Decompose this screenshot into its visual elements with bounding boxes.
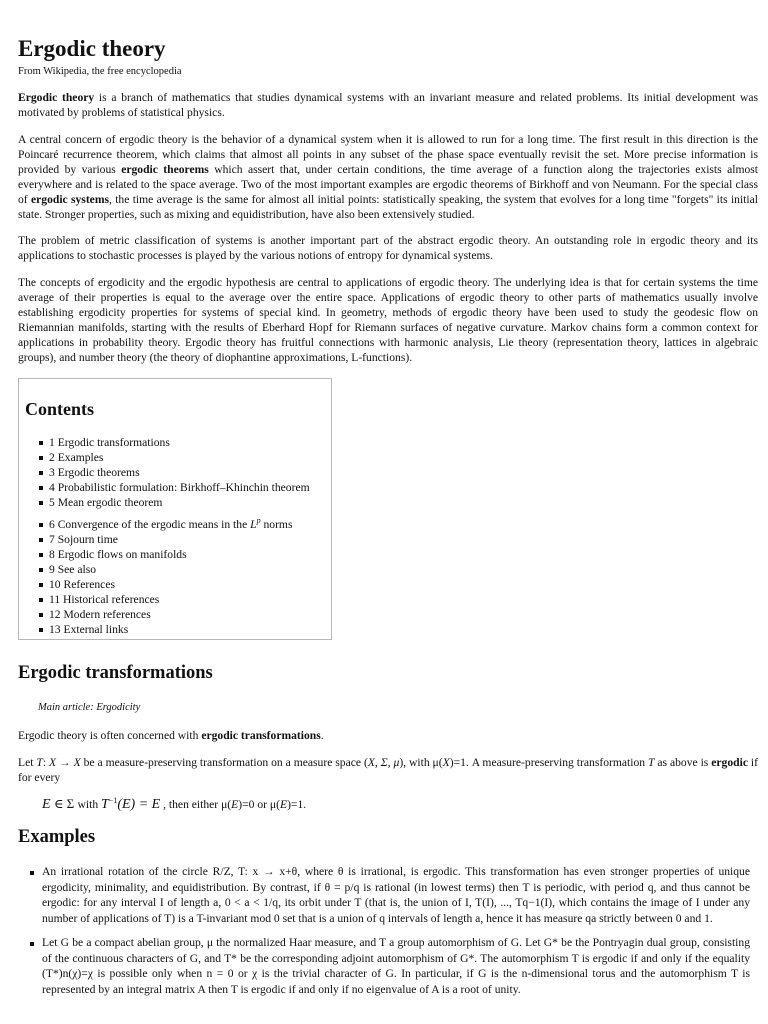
bullet-icon — [39, 583, 43, 587]
bullet-icon — [39, 613, 43, 617]
toc-item[interactable]: 12 Modern references — [39, 607, 310, 622]
toc-item[interactable]: 11 Historical references — [39, 592, 310, 607]
example-1-text: An irrational rotation of the circle R/Z, T: x → x+θ, where θ is irrational, is ergodic. This transformation has even stronger properties of unique ergodicity, minimality, and equidistribution. By contrast, if θ = p/q is rational (in lowest terms) then T is periodic, with period q, and thus cannot be ergodic: for any interval I of length a, 0 < a < 1/q, its orbit under T (that is, the union of I, T(I), ..., Tq−1(I), which contains the image of I under any number of applications of T) is a T-invariant mod 0 set that is a union of q intervals of length a, hence it has measure qa strictly between 0 and 1. — [42, 865, 750, 925]
intro-text: is a branch of mathematics that studies dynamical systems with an invariant measure and related problems. Its initial development was motivated by problems of statistical physics. — [18, 91, 758, 119]
toc-item[interactable]: 13 External links — [39, 622, 310, 637]
bullet-icon — [39, 538, 43, 542]
toc-item[interactable]: 6 Convergence of the ergodic means in the $L^p$ norms — [39, 513, 310, 532]
intro-paragraph — [18, 90, 758, 120]
section-heading-examples: Examples — [18, 827, 96, 847]
bullet-icon — [39, 628, 43, 632]
toc-item[interactable]: 9 See also — [39, 562, 310, 577]
bullet-icon — [30, 942, 34, 946]
toc-item[interactable]: 1 Ergodic transformations — [39, 435, 310, 450]
bullet-icon — [39, 441, 43, 445]
ergodic-definition-formula: E ∈ Σ with $T^{-1}(E) = E$ , then either μ(E)=0 or μ(E)=1. — [42, 796, 307, 812]
toc-item[interactable]: 3 Ergodic theorems — [39, 465, 310, 480]
bullet-icon — [39, 471, 43, 475]
examples-list — [30, 864, 750, 997]
p2-a: A central concern of ergodic theory is the behavior of a dynamical system when it is allowed to run for a long time. The first result in this direction is the Poincaré recurrence theorem, which claims that almost all points in any subset of the phase space eventually revisit the set. More precise information is provided by various — [18, 133, 758, 176]
toc-item[interactable]: 10 References — [39, 577, 310, 592]
bullet-icon — [39, 598, 43, 602]
p2-d: , the time average is the same for almost all initial points: statistically speaking, the system that evolves for a long time "forgets" its initial state. Stronger properties, such as mixing and equidistribution, have also been extensively studied. — [18, 193, 758, 221]
intro-bold-term: Ergodic theory — [18, 91, 95, 104]
table-of-contents — [18, 378, 332, 640]
toc-item[interactable]: 5 Mean ergodic theorem — [39, 495, 310, 510]
bullet-icon — [39, 568, 43, 572]
bullet-icon — [39, 553, 43, 557]
example-irrational-rotation — [30, 864, 750, 926]
bullet-icon — [39, 456, 43, 460]
example-2-text: Let G be a compact abelian group, μ the normalized Haar measure, and T a group automorphism of G. Let G* be the Pontryagin dual group, consisting of the continuous characters of G, and T* be the corresponding adjoint automorphism of G*. The automorphism T is ergodic if and only if the equality (T*)n(χ)=χ is possible only when n = 0 or χ is the trivial character of G. In particular, if G is the n-dimensional torus and the automorphism T is represented by an integral matrix A then T is ergodic if and only if no eigenvalue of A is a root of unity. — [42, 936, 750, 996]
p2-c: which assert that, under certain conditions, the time average of a function along the trajectories exists almost everywhere and is related to the space average. Two of the most important examples are ergodic theorems of Birkhoff and von Neumann. For the special class of — [18, 163, 758, 206]
section-heading-ergodic-transformations: Ergodic transformations — [18, 663, 213, 683]
concern-paragraph — [18, 132, 758, 222]
ergodic-transformations-term: ergodic transformations — [201, 729, 321, 742]
ergodic-systems-link[interactable]: ergodic systems — [30, 193, 109, 206]
toc-item[interactable]: 4 Probabilistic formulation: Birkhoff–Khinchin theorem — [39, 480, 310, 495]
ergodic-theorems-link[interactable]: ergodic theorems — [121, 163, 209, 176]
toc-title: Contents — [25, 399, 95, 419]
toc-item[interactable]: 7 Sojourn time — [39, 532, 310, 547]
page-subtitle: From Wikipedia, the free encyclopedia — [18, 66, 182, 77]
bullet-icon — [39, 501, 43, 505]
classification-paragraph: The problem of metric classification of systems is another important part of the abstract ergodic theory. An outstanding role in ergodic theory and its applications to stochastic processes is played by the various notions of entropy for dynamical systems. — [18, 234, 758, 262]
bullet-icon — [39, 523, 43, 527]
bullet-icon — [30, 871, 34, 875]
bullet-icon — [39, 486, 43, 490]
main-article-note[interactable]: Main article: Ergodicity — [38, 702, 141, 713]
toc-item[interactable]: 8 Ergodic flows on manifolds — [39, 547, 310, 562]
page-title: Ergodic theory — [18, 36, 166, 61]
applications-paragraph: The concepts of ergodicity and the ergodic hypothesis are central to applications of ergodic theory. The underlying idea is that for certain systems the time average of their properties is equal to the average over the entire space. Applications of ergodic theory to other parts of mathematics usually involve establishing ergodicity properties for systems of special kind. In geometry, methods of ergodic theory have been used to study the geodesic flow on Riemannian manifolds, starting with the results of Eberhard Hopf for Riemann surfaces of negative curvature. Markov chains form a common context for applications in probability theory. Ergodic theory has fruitful connections with harmonic analysis, Lie theory (representation theory, lattices in algebraic groups), and number theory (the theory of diophantine approximations, L-functions). — [18, 276, 758, 364]
definition-paragraph: Let T: X → X be a measure-preserving transformation on a measure space (X, Σ, μ), with μ(X)=1. A measure-preserving transformation T as above is ergodic if for every — [18, 756, 758, 784]
toc-item[interactable]: 2 Examples — [39, 450, 310, 465]
ergodic-term: ergodic — [711, 756, 748, 769]
transformations-intro: Ergodic theory is often concerned with ergodic transformations. — [18, 729, 324, 742]
example-compact-abelian-group — [30, 935, 750, 997]
toc-list — [39, 435, 310, 637]
